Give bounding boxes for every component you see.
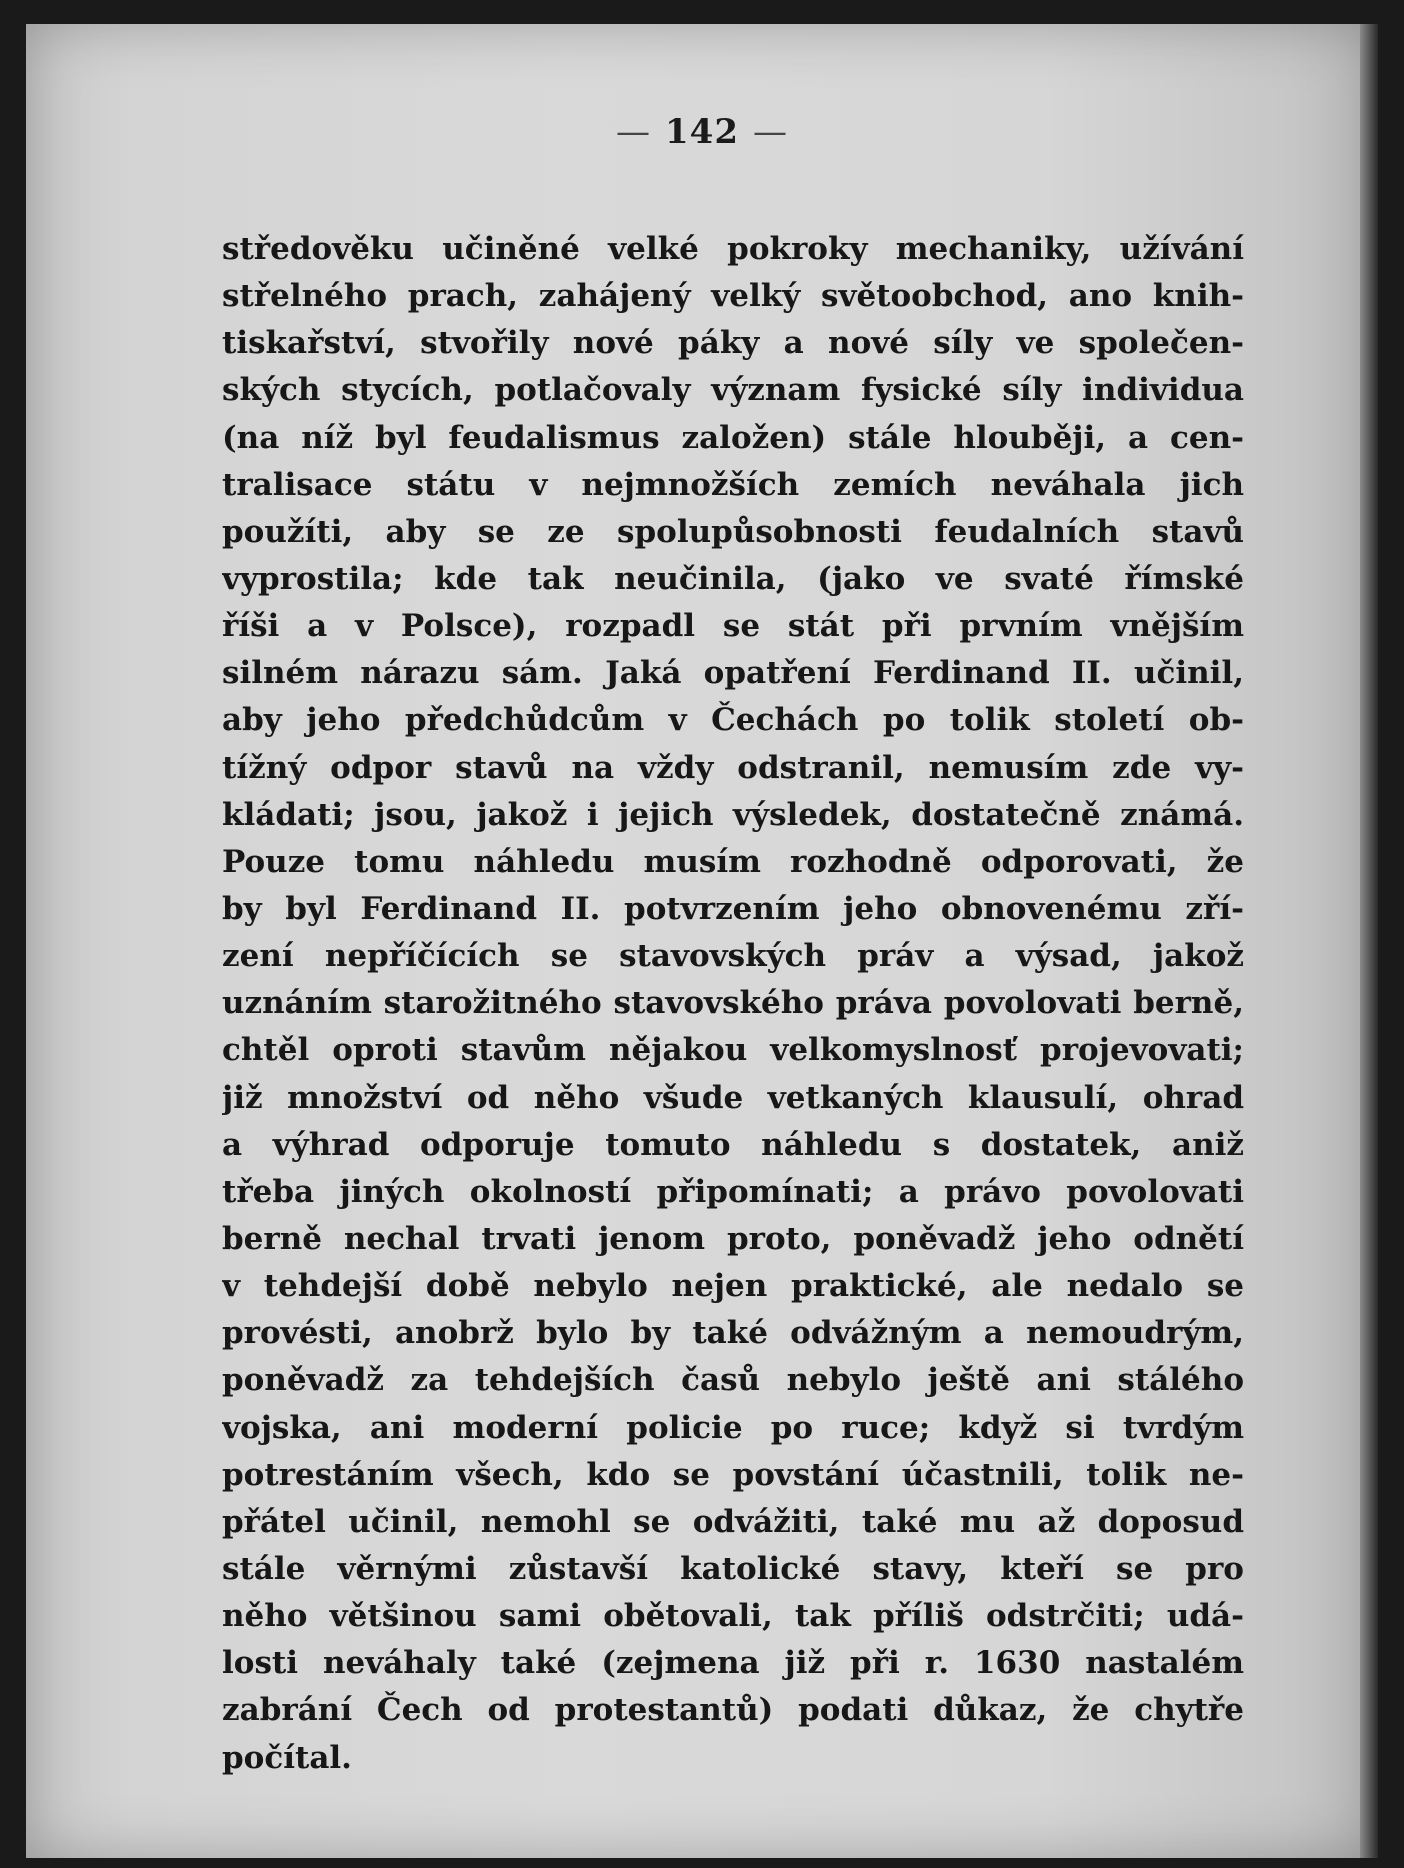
text-line: středověku učiněné velké pokroky mechaniky, užívání [222,231,1244,267]
text-line: provésti, anobrž bylo by také odvážným a nemoudrým, [222,1315,1244,1352]
text-line: aby jeho předchůdcům v Čechách po tolik století ob- [222,702,1244,739]
text-line: něho většinou sami obětovali, tak příliš odstrčiti; udá- [222,1598,1244,1635]
text-line: losti neváhaly také (zejmena již při r. 1630 nastalém [222,1645,1244,1682]
text-line: stále věrnými zůstavší katolické stavy, kteří se pro [222,1550,1244,1587]
text-line: silném nárazu sám. Jaká opatření Ferdinand II. učinil, [222,655,1244,692]
text-line: (na níž byl feudalismus založen) stále hlouběji, a cen- [222,419,1244,456]
text-line-last: počítal. [222,1739,352,1776]
text-line: třeba jiných okolností připomínati; a právo povolovati [222,1173,1244,1210]
text-line: a výhrad odporuje tomuto náhledu s dostatek, aniž [222,1126,1244,1163]
text-line: tížný odpor stavů na vždy odstranil, nemusím zde vy- [222,749,1244,786]
text-line: poněvadž za tehdejších časů nebylo ještě ani stálého [222,1362,1244,1399]
text-line: Pouze tomu náhledu musím rozhodně odporovati, že [222,843,1244,880]
text-line: již množství od něho všude vetkaných klausulí, ohrad [222,1079,1244,1116]
text-line: říši a v Polsce), rozpadl se stát při prvním vnějším [222,608,1244,645]
text-line: potrestáním všech, kdo se povstání účastnili, tolik ne- [222,1456,1244,1493]
text-line: střelného prach, zahájený velký světoobchod, ano knih- [222,278,1244,315]
dash-left: — [616,112,651,152]
text-line: by byl Ferdinand II. potvrzením jeho obnovenému zří- [222,890,1244,927]
text-line: kládati; jsou, jakož i jejich výsledek, dostatečně známá. [222,796,1244,833]
body-text [222,226,1244,1782]
text-line: zení nepříčících se stavovských práv a výsad, jakož [222,938,1244,975]
page-number-header [26,112,1378,152]
text-line: tiskařství, stvořily nové páky a nové síly ve společen- [222,325,1244,362]
page-number: 142 [665,112,739,152]
text-line: tralisace státu v nejmnožších zemích neváhala jich [222,466,1244,503]
text-line: ských stycích, potlačovaly význam fysické síly individua [222,372,1244,409]
text-line: přátel učinil, nemohl se odvážiti, také mu až doposud [222,1503,1244,1540]
dash-right: — [752,112,788,152]
paper-sheet [26,24,1378,1858]
text-line: vojska, ani moderní policie po ruce; když si tvrdým [222,1409,1244,1446]
text-line: vyprostila; kde tak neučinila, (jako ve svaté římské [222,560,1244,597]
text-line: chtěl oproti stavům nějakou velkomyslnosť projevovati; [222,1032,1244,1069]
text-line: použíti, aby se ze spolupůsobnosti feudalních stavů [222,513,1244,550]
text-line: berně nechal trvati jenom proto, poněvadž jeho odnětí [222,1220,1244,1257]
text-line: zabrání Čech od protestantů) podati důkaz, že chytře [222,1692,1244,1729]
text-line: uznáním starožitného stavovského práva povolovati berně, [222,985,1244,1022]
book-gutter [1360,24,1378,1858]
text-line: v tehdejší době nebylo nejen praktické, ale nedalo se [222,1268,1244,1305]
